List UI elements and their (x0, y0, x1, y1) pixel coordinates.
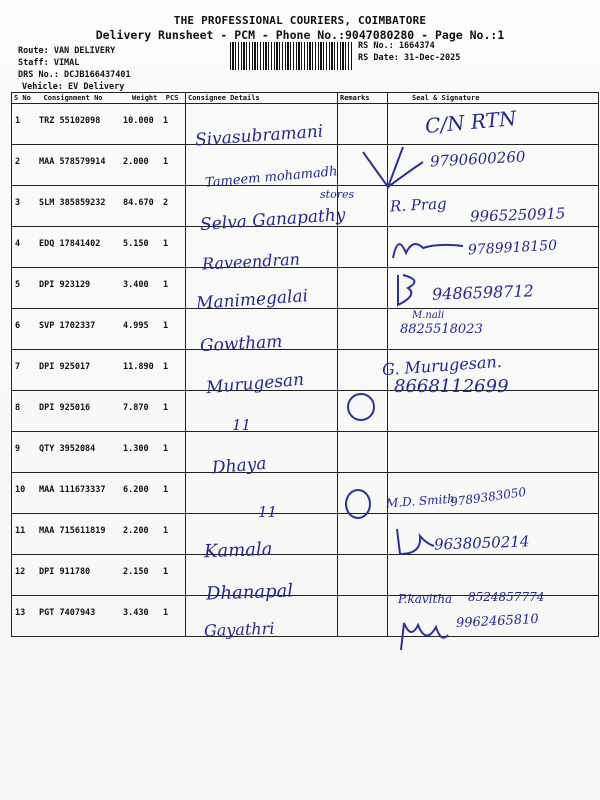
row-fields (12, 350, 185, 372)
handwritten-signature: G. Murugesan. (381, 351, 503, 380)
row-weight: 11.890 (123, 362, 154, 372)
row-pcs: 1 (163, 116, 169, 126)
row-pcs: 1 (163, 485, 169, 495)
row-pcs: 1 (163, 403, 169, 413)
row-sno: 13 (15, 608, 26, 618)
company-title: THE PROFESSIONAL COURIERS, COIMBATORE (173, 14, 427, 27)
handwritten-signature: M.nali (412, 310, 445, 321)
row-weight: 1.300 (123, 444, 149, 454)
row-weight: 3.400 (123, 280, 149, 290)
row-weight: 84.670 (123, 198, 154, 208)
row-consignment-cell (12, 391, 186, 432)
handwritten-phone: 9962465810 (455, 611, 540, 632)
handwritten-phone: 8524857774 (468, 590, 545, 604)
row-pcs: 1 (163, 444, 169, 454)
row-fields (12, 268, 185, 290)
signature-scribble (358, 142, 428, 197)
row-fields (12, 432, 185, 454)
row-consignment: DPI 923129 (39, 280, 91, 290)
row-sno: 10 (15, 485, 26, 495)
row-weight: 2.150 (123, 567, 149, 577)
rs-date: RS Date: 31-Dec-2025 (358, 53, 461, 63)
signature-scribble (392, 524, 437, 559)
row-pcs: 2 (163, 198, 169, 208)
row-pcs: 1 (163, 526, 169, 536)
signature-scribble (388, 228, 468, 268)
row-consignment: DPI 911780 (39, 567, 91, 577)
row-consignment-cell (12, 473, 186, 514)
row-consignment-cell (12, 514, 186, 555)
row-consignment-cell (12, 432, 186, 473)
row-sno: 8 (15, 403, 21, 413)
table-row (12, 391, 599, 432)
row-consignment: TRZ 55102098 (39, 116, 101, 126)
row-fields (12, 145, 185, 167)
handwritten-signature: C/N RTN (424, 106, 518, 138)
remarks-cell (338, 268, 388, 309)
row-consignment: SLM 385859232 (39, 198, 106, 208)
row-weight: 2.200 (123, 526, 149, 536)
row-consignment-cell (12, 555, 186, 596)
handwritten-name: Dhanapal (205, 580, 294, 605)
rs-number: RS No.: 1664374 (358, 41, 435, 51)
handwritten-phone: 9638050214 (433, 532, 530, 554)
row-weight: 6.200 (123, 485, 149, 495)
row-weight: 5.150 (123, 239, 149, 249)
col-sno: S No (14, 94, 31, 102)
col-remarks: Remarks (338, 93, 388, 104)
row-consignment-cell (12, 186, 186, 227)
handwritten-name: 11 (232, 416, 252, 434)
row-fields (12, 104, 185, 126)
col-consignee: Consignee Details (186, 93, 338, 104)
handwritten-phone: 9790600260 (429, 147, 526, 171)
signature-cell (388, 432, 599, 473)
row-fields (12, 227, 185, 249)
handwritten-name: Kamala (203, 538, 273, 563)
handwritten-name: Murugesan (205, 369, 305, 399)
row-consignment-cell (12, 104, 186, 145)
signature-scribble (388, 270, 428, 310)
row-sno: 6 (15, 321, 21, 331)
row-sno: 7 (15, 362, 21, 372)
row-pcs: 1 (163, 362, 169, 372)
row-sno: 9 (15, 444, 21, 454)
signature-scribble (347, 393, 375, 421)
handwritten-name: stores (320, 188, 355, 201)
row-fields (12, 596, 185, 618)
handwritten-name: Tameem mohamadh (204, 164, 339, 191)
drs-number: DRS No.: DCJB166437401 (18, 70, 131, 80)
handwritten-phone: 8825518023 (400, 322, 483, 337)
row-weight: 3.430 (123, 608, 149, 618)
remarks-cell (338, 104, 388, 145)
runsheet-subtitle: Delivery Runsheet - PCM - Phone No.:9047080280 - Page No.:1 (95, 28, 505, 42)
table-row (12, 309, 599, 350)
row-pcs: 1 (163, 321, 169, 331)
row-consignment: MAA 578579914 (39, 157, 106, 167)
row-consignment: SVP 1702337 (39, 321, 96, 331)
row-consignment: DPI 925017 (39, 362, 91, 372)
signature-scribble (396, 615, 451, 655)
row-sno: 12 (15, 567, 26, 577)
row-weight: 7.870 (123, 403, 149, 413)
row-fields (12, 473, 185, 495)
row-sno: 1 (15, 116, 21, 126)
row-consignment: QTY 3952084 (39, 444, 96, 454)
vehicle-label: Vehicle: EV Delivery (22, 82, 125, 92)
row-fields (12, 309, 185, 331)
handwritten-phone: 9486598712 (431, 281, 535, 304)
handwritten-signature: P.kavitha (398, 592, 453, 606)
handwritten-name: Manimegalai (195, 286, 309, 314)
handwritten-phone: 9965250915 (469, 204, 566, 226)
row-consignment-cell (12, 227, 186, 268)
handwritten-phone: 8668112699 (394, 376, 509, 397)
handwritten-signature: R. Prag (389, 194, 448, 216)
handwritten-name: Gowtham (199, 331, 283, 357)
handwritten-signature: M.D. Smith (385, 491, 456, 511)
table-row (12, 432, 599, 473)
row-fields (12, 514, 185, 536)
row-pcs: 1 (163, 157, 169, 167)
staff-label: Staff: VIMAL (18, 58, 80, 68)
remarks-cell (338, 596, 388, 637)
row-consignment-cell (12, 268, 186, 309)
row-consignment: MAA 111673337 (39, 485, 106, 495)
row-consignment: DPI 925016 (39, 403, 91, 413)
table-header-row (12, 93, 599, 104)
remarks-cell (338, 350, 388, 391)
row-pcs: 1 (163, 567, 169, 577)
row-consignment: MAA 715611819 (39, 526, 106, 536)
col-pcs: PCS (165, 94, 179, 102)
handwritten-phone: 9789918150 (467, 237, 558, 259)
row-pcs: 1 (163, 239, 169, 249)
row-consignment-cell (12, 596, 186, 637)
header-left (12, 93, 186, 104)
row-consignment: PGT 7407943 (39, 608, 96, 618)
row-weight: 2.000 (123, 157, 149, 167)
barcode (230, 42, 352, 70)
row-consignment: EDQ 17841402 (39, 239, 101, 249)
row-weight: 4.995 (123, 321, 149, 331)
col-seal: Seal & Signature (388, 93, 599, 104)
row-sno: 3 (15, 198, 21, 208)
remarks-cell (338, 555, 388, 596)
col-consignment: Consignment No (43, 94, 103, 102)
row-sno: 5 (15, 280, 21, 290)
handwritten-phone: 9789383050 (449, 484, 527, 510)
handwritten-name: Raveendran (201, 249, 301, 274)
row-pcs: 1 (163, 608, 169, 618)
row-sno: 11 (15, 526, 26, 536)
handwritten-name: Dhaya (211, 453, 268, 479)
table-body (12, 104, 599, 637)
signature-scribble (345, 489, 371, 519)
remarks-cell (338, 309, 388, 350)
remarks-cell (338, 514, 388, 555)
row-consignment-cell (12, 350, 186, 391)
handwritten-name: Selva Ganapathy (199, 204, 347, 236)
row-pcs: 1 (163, 280, 169, 290)
handwritten-name: Gayathri (203, 618, 275, 641)
row-weight: 10.000 (123, 116, 154, 126)
route-label: Route: VAN DELIVERY (18, 46, 116, 56)
table-row (12, 350, 599, 391)
row-consignment-cell (12, 309, 186, 350)
row-sno: 2 (15, 157, 21, 167)
handwritten-name: 11 (258, 503, 278, 521)
row-fields (12, 186, 185, 208)
row-sno: 4 (15, 239, 21, 249)
remarks-cell (338, 432, 388, 473)
handwritten-name: Sivasubramani (194, 121, 324, 151)
row-fields (12, 391, 185, 413)
col-weight: Weight (132, 94, 158, 102)
row-consignment-cell (12, 145, 186, 186)
remarks-cell (338, 227, 388, 268)
row-fields (12, 555, 185, 577)
